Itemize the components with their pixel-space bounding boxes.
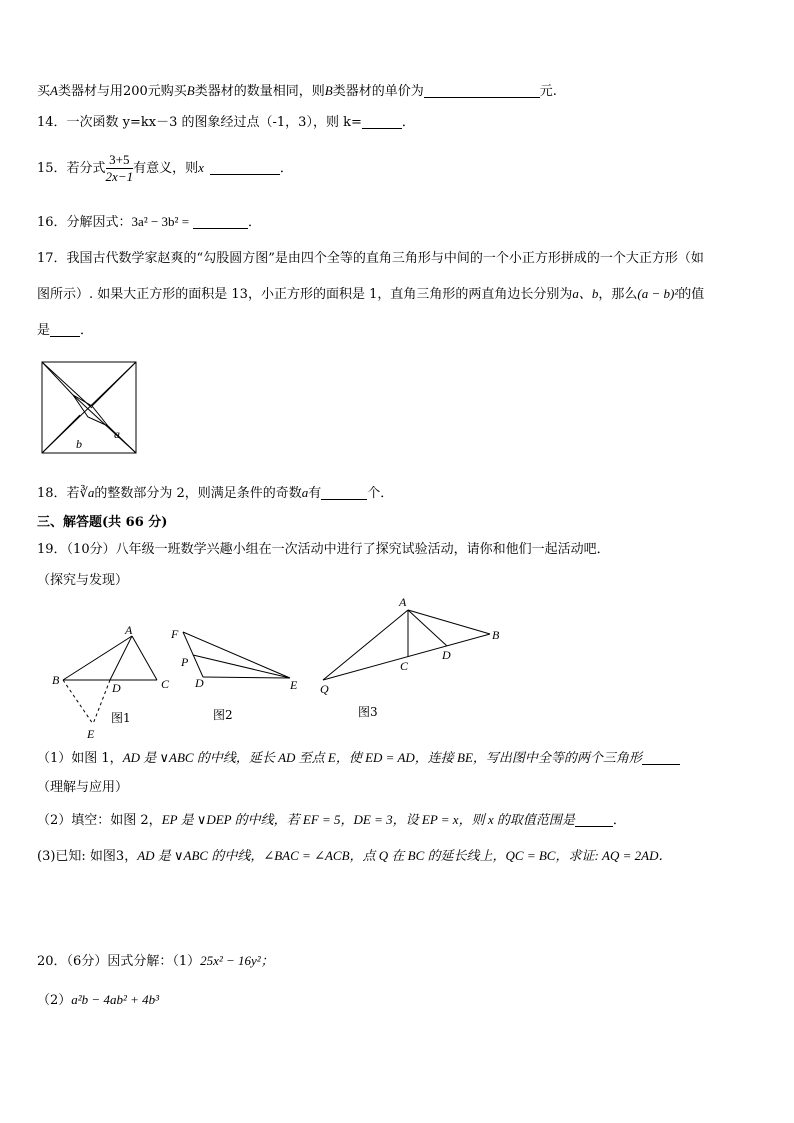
q15-text-a: 15．若分式 — [37, 161, 106, 176]
fig2-caption: 图2 — [213, 708, 233, 722]
section3-title: 三、解答题(共 66 分) — [37, 515, 168, 530]
q15-text-b: 有意义，则 — [133, 161, 199, 176]
fig1-E: E — [87, 727, 95, 740]
q13-text-e: 元. — [539, 84, 557, 99]
label-b: b — [76, 437, 82, 451]
fig2-F: F — [171, 627, 179, 641]
fig2-D: D — [195, 676, 204, 690]
q17-line2-vars: a、b — [572, 286, 599, 301]
q20-line1 — [37, 952, 274, 971]
q19-p1-blank[interactable] — [642, 750, 680, 765]
q19-explore: （探究与发现） — [37, 573, 129, 588]
q19-figure1 — [45, 620, 180, 740]
seg-DE — [203, 677, 290, 678]
q19-figure3 — [315, 592, 515, 722]
fig3-C: C — [400, 659, 409, 673]
seg-QB — [323, 634, 490, 680]
fig3-D: D — [442, 648, 451, 662]
q15-denominator: 2x−1 — [105, 169, 134, 184]
q20-line1-a: 20．（6分）因式分解：（1） — [37, 954, 201, 969]
q18-answer-blank[interactable] — [321, 485, 367, 500]
q16-text-a: 16．分解因式： — [37, 215, 132, 230]
q19-p2-a: （2）填空：如图 2， — [37, 813, 162, 828]
q18-root: ∛a — [79, 485, 95, 500]
fig3-Q: Q — [320, 682, 329, 696]
q20-line2 — [37, 991, 159, 1010]
q17-line2-b: ，那么 — [598, 287, 638, 302]
q20-line2-a: （2） — [37, 993, 72, 1008]
fig1-A: A — [125, 623, 133, 637]
fig1-B: B — [52, 673, 60, 687]
q18-var: a — [301, 485, 309, 500]
fig3-A: A — [399, 595, 407, 609]
fig1-caption: 图1 — [111, 711, 131, 725]
label-a: a — [114, 427, 120, 441]
q13-text-d: 类器材的单价为 — [332, 84, 424, 99]
q17-line2 — [37, 285, 704, 304]
seg-PE — [193, 655, 290, 678]
q19-p2 — [37, 811, 626, 830]
q19-apply: （理解与应用） — [37, 780, 129, 795]
q13-var-b: B — [186, 83, 195, 98]
q13-var-a: A — [50, 83, 58, 98]
q14-text-b: ． — [401, 115, 415, 130]
q19-p1-b: AD 是 ∨ABC 的中线，延长 AD 至点 E，使 ED = AD，连接 BE，写出图中全等的两个三角形 — [122, 750, 642, 765]
q18-text-b: 的整数部分为 2，则满足条件的奇数 — [94, 486, 302, 501]
q15-numerator: 3+5 — [106, 152, 134, 169]
q17-figure — [40, 360, 140, 456]
q13-answer-blank[interactable] — [424, 83, 540, 98]
line-b — [92, 362, 136, 406]
q18-text-a: 18．若 — [37, 486, 80, 501]
q15-fraction — [106, 152, 134, 185]
fig1-D: D — [112, 681, 121, 695]
q19-p2-b: EP 是 ∨DEP 的中线，若 EF = 5，DE = 3，设 EP = x，则 x 的取值范围是 — [161, 812, 575, 827]
fig2-P: P — [181, 655, 189, 669]
q13-line — [37, 82, 557, 101]
q19-p3-b: AD 是 ∨ABC 的中线，∠BAC = ∠ACB，点 Q 在 BC 的延长线上，QC = BC，求证: AQ = 2AD． — [137, 848, 672, 863]
q19-p1-a: （1）如图 1， — [37, 751, 123, 766]
q17-line2-c: 的值 — [678, 287, 705, 302]
q17-line3-text: 是 — [37, 323, 51, 338]
q14-answer-blank[interactable] — [362, 114, 402, 129]
fig3-caption: 图3 — [358, 705, 378, 719]
q15-answer-blank[interactable] — [210, 160, 280, 175]
fig1-C: C — [161, 677, 170, 691]
q15-line — [37, 150, 293, 187]
q13-text-b: 类器材与用200元购买 — [57, 84, 187, 99]
q19-p3 — [37, 847, 671, 866]
q16-line — [37, 213, 261, 232]
seg-FE — [183, 632, 290, 678]
q19-p3-a: (3)已知: 如图3， — [37, 849, 138, 864]
q18-text-c: 有 — [308, 486, 322, 501]
q17-answer-blank[interactable] — [50, 322, 80, 337]
seg-AB — [63, 636, 132, 680]
seg-AC — [132, 636, 157, 680]
q19-intro: 19．（10分）八年级一班数学兴趣小组在一次活动中进行了探究试验活动，请你和他们一起活动吧． — [37, 542, 610, 557]
seg-DE — [93, 680, 110, 724]
q13-var-c: B — [324, 83, 333, 98]
line-a — [42, 362, 73, 395]
q16-text-b: ． — [248, 215, 262, 230]
q17-line1: 17．我国古代数学家赵爽的“勾股圆方图”是由四个全等的直角三角形与中间的一个小正方形拼成的一个大正方形（如 — [37, 251, 704, 266]
q19-p2-blank[interactable] — [575, 812, 613, 827]
q17-line2-a: 图所示）. 如果大正方形的面积是 13，小正方形的面积是 1，直角三角形的两直角边长分别为 — [37, 287, 573, 302]
fig3-B: B — [492, 628, 500, 642]
q15-var: x — [198, 160, 204, 175]
diag-1 — [73, 395, 136, 453]
q13-text-a: 买 — [37, 84, 51, 99]
q18-line — [37, 484, 393, 503]
q16-answer-blank[interactable] — [193, 214, 248, 229]
q19-figure2 — [165, 620, 310, 725]
q13-text-c: 类器材的数量相同，则 — [194, 84, 325, 99]
q20-line2-expr: a²b − 4ab² + 4b³ — [71, 992, 160, 1007]
q20-line1-expr: 25x² − 16y²； — [200, 953, 274, 968]
fig2-E: E — [290, 678, 298, 692]
q14-line — [37, 114, 415, 132]
seg-AQ — [323, 610, 408, 680]
seg-BE — [63, 680, 93, 724]
line-d — [42, 415, 80, 453]
q16-expr: 3a² − 3b² = — [131, 214, 190, 229]
q17-line2-expr: (a − b)² — [637, 286, 679, 301]
q19-p2-c: ． — [612, 813, 626, 828]
q19-p1 — [37, 749, 680, 768]
q17-line3 — [37, 322, 93, 340]
q15-text-c: ． — [279, 161, 293, 176]
q17-line3-end: ． — [80, 323, 94, 338]
q18-text-d: 个． — [367, 486, 394, 501]
q14-text-a: 14．一次函数 y=kx－3 的图象经过点（-1，3），则 k= — [37, 115, 362, 130]
